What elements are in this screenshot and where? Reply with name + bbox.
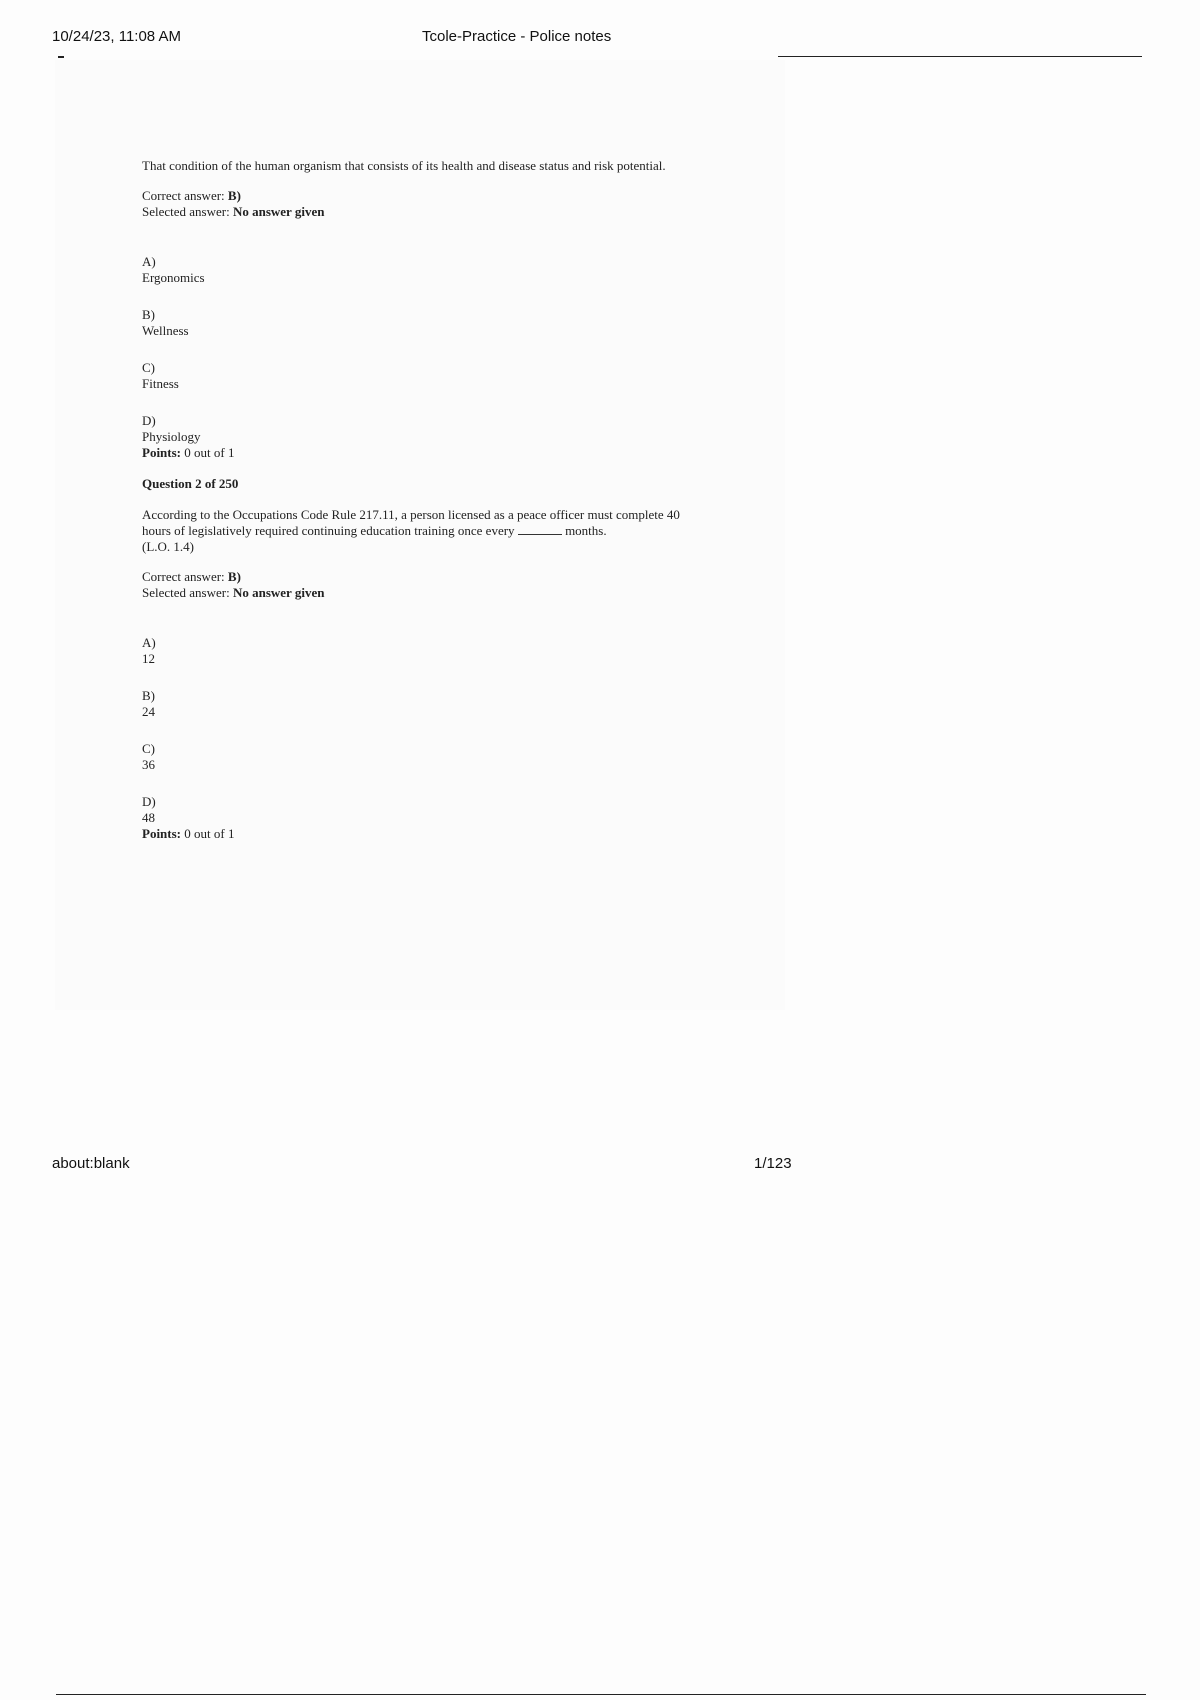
option-b — [142, 307, 682, 339]
points-label: Points: — [142, 445, 181, 460]
header-rule — [778, 56, 1142, 57]
correct-answer — [142, 188, 682, 204]
option-letter: A) — [142, 254, 156, 269]
option-letter: B) — [142, 688, 155, 703]
points-value: 0 out of 1 — [184, 826, 235, 841]
option-b — [142, 688, 682, 720]
option-d — [142, 794, 682, 826]
question-text: That condition of the human organism that consists of its health and disease status and risk potential. — [142, 158, 666, 173]
selected-answer-label: Selected answer: — [142, 585, 230, 600]
option-text: Ergonomics — [142, 270, 205, 285]
question-2 — [142, 476, 682, 842]
selected-answer-value: No answer given — [232, 204, 325, 219]
option-text: Wellness — [142, 323, 189, 338]
question-heading: Question 2 of 250 — [142, 476, 239, 491]
points-value: 0 out of 1 — [184, 445, 235, 460]
fill-in-blank — [518, 524, 562, 535]
option-d — [142, 413, 682, 445]
question-1 — [142, 158, 682, 461]
quiz-content — [142, 158, 682, 857]
selected-answer-value: No answer given — [232, 585, 325, 600]
option-text: 24 — [142, 704, 155, 719]
option-letter: D) — [142, 794, 156, 809]
learning-objective-ref: (L.O. 1.4) — [142, 539, 194, 554]
points — [142, 826, 682, 842]
option-text: 36 — [142, 757, 155, 772]
option-letter: B) — [142, 307, 155, 322]
option-letter: C) — [142, 360, 155, 375]
correct-answer-value: B) — [227, 569, 241, 584]
print-footer — [52, 1155, 1148, 1175]
question-text-main: According to the Occupations Code Rule 217.11, a person licensed as a peace officer must complete 40 hours of legislatively required continuing education training once every — [142, 507, 680, 538]
option-text: 48 — [142, 810, 155, 825]
option-text: Fitness — [142, 376, 179, 391]
print-date: 10/24/23, 11:08 AM — [52, 28, 181, 45]
option-text: Physiology — [142, 429, 201, 444]
selected-answer-label: Selected answer: — [142, 204, 230, 219]
page-number: 1/123 — [754, 1155, 792, 1172]
selected-answer — [142, 585, 682, 601]
option-c — [142, 741, 682, 773]
option-letter: C) — [142, 741, 155, 756]
option-a — [142, 254, 682, 286]
correct-answer-label: Correct answer: — [142, 569, 225, 584]
page-url: about:blank — [52, 1155, 130, 1172]
print-header — [52, 28, 1148, 48]
correct-answer — [142, 569, 682, 585]
points — [142, 445, 682, 461]
correct-answer-value: B) — [227, 188, 241, 203]
selected-answer — [142, 204, 682, 220]
question-text — [142, 507, 682, 555]
option-a — [142, 635, 682, 667]
page-title: Tcole-Practice - Police notes — [422, 28, 612, 45]
bottom-rule — [56, 1694, 1146, 1695]
header-tick-mark — [58, 56, 64, 58]
option-letter: A) — [142, 635, 156, 650]
correct-answer-label: Correct answer: — [142, 188, 225, 203]
option-text: 12 — [142, 651, 155, 666]
option-letter: D) — [142, 413, 156, 428]
question-text-end: months. — [565, 523, 607, 538]
option-c — [142, 360, 682, 392]
points-label: Points: — [142, 826, 181, 841]
